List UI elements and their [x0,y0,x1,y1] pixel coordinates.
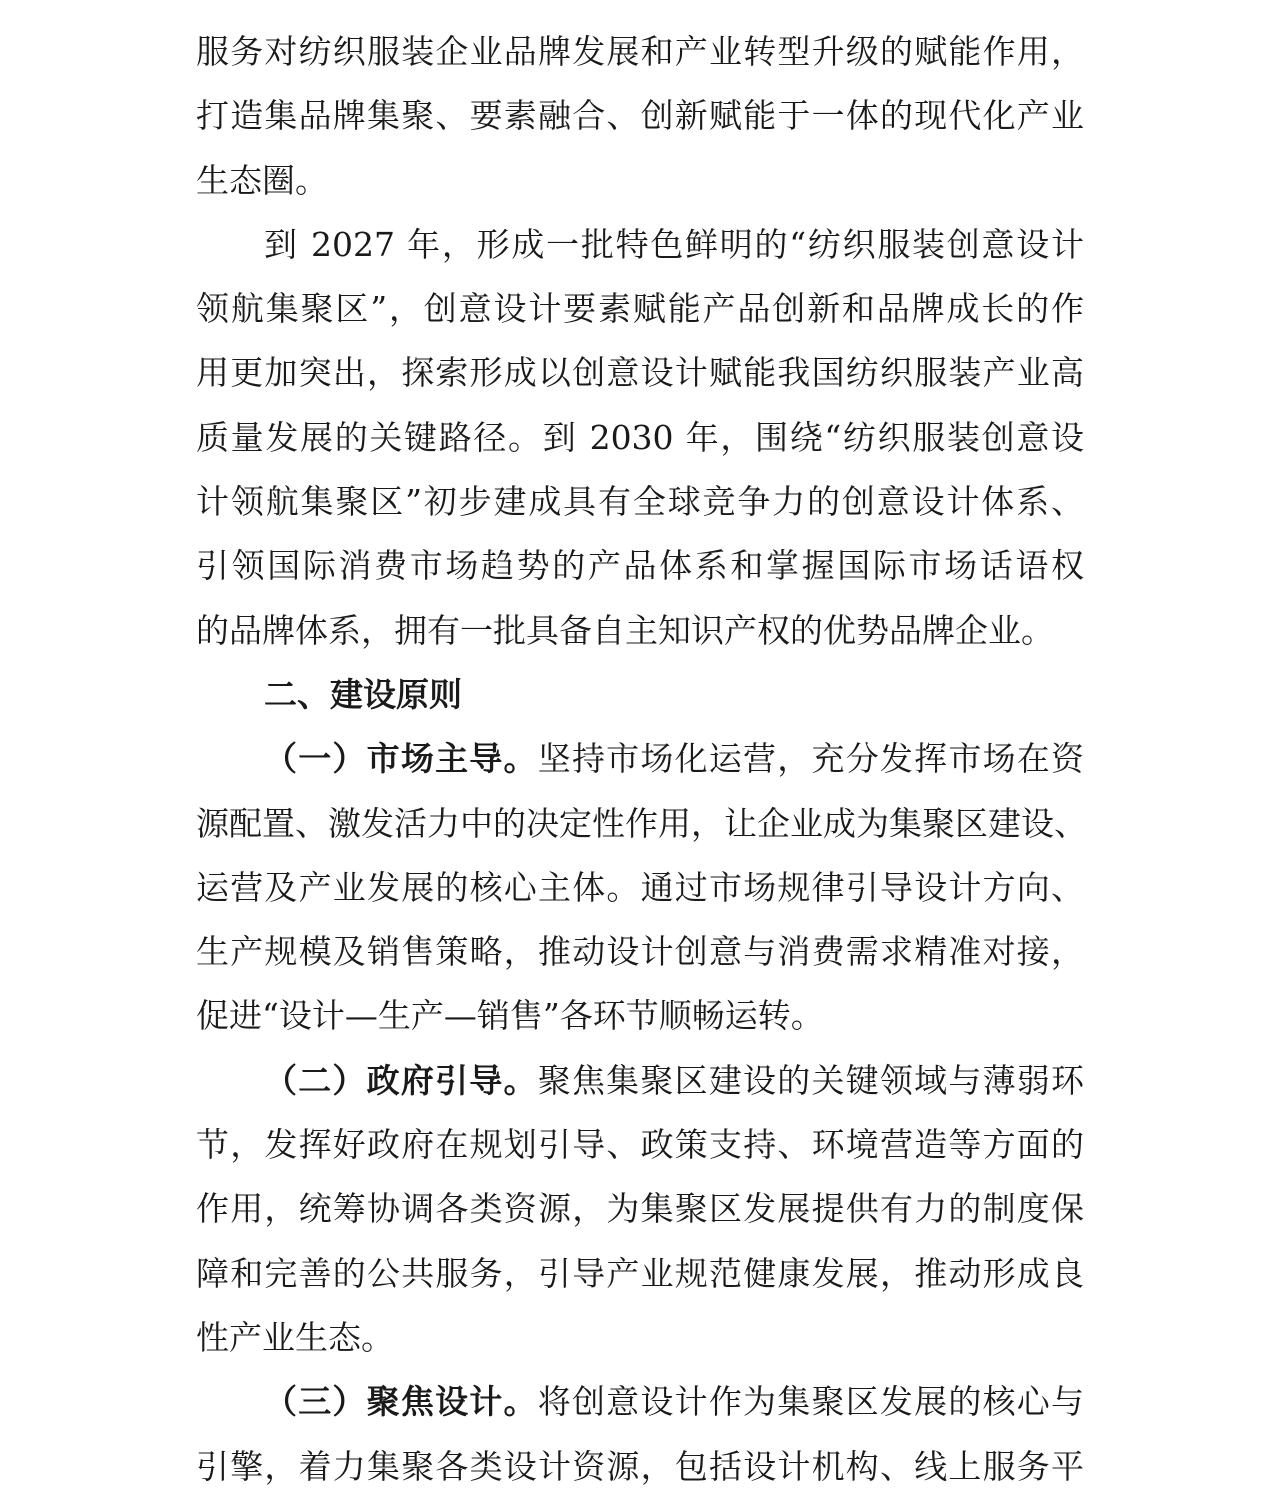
paragraph-line: 计领航集聚区”初步建成具有全球竞争力的创意设计体系、 [196,482,1084,522]
principle-lead: （一）市场主导。 [264,739,538,779]
paragraph-line: 促进“设计—生产—销售”各环节顺畅运转。 [196,996,824,1036]
paragraph-line: 生产规模及销售策略，推动设计创意与消费需求精准对接， [196,932,1084,972]
document-page [196,20,1087,1499]
paragraph-line: 用更加突出，探索形成以创意设计赋能我国纺织服装产业高 [196,353,1084,393]
paragraph-line: 到 2027 年，形成一批特色鲜明的“纺织服装创意设计 [264,224,1084,264]
principle-text: 聚焦集聚区建设的关键领域与薄弱环 [537,1060,1085,1100]
principle-first-line [196,727,1084,791]
principle-text: 坚持市场化运营，充分发挥市场在资 [537,739,1085,779]
paragraph-line: 运营及产业发展的核心主体。通过市场规律引导设计方向、 [196,867,1084,907]
paragraph-line: 节，发挥好政府在规划引导、政策支持、环境营造等方面的 [196,1125,1084,1165]
paragraph-line: 引领国际消费市场趋势的产品体系和掌握国际市场话语权 [196,546,1084,586]
paragraph-line: 作用，统筹协调各类资源，为集聚区发展提供有力的制度保 [196,1189,1084,1229]
paragraph-line: 质量发展的关键路径。到 2030 年，围绕“纺织服装创意设 [196,417,1084,457]
principle-text: 将创意设计作为集聚区发展的核心与 [537,1382,1085,1422]
paragraph-line: 障和完善的公共服务，引导产业规范健康发展，推动形成良 [196,1253,1084,1293]
paragraph-line: 引擎，着力集聚各类设计资源，包括设计机构、线上服务平 [196,1446,1084,1486]
paragraph-line: 领航集聚区”，创意设计要素赋能产品创新和品牌成长的作 [196,289,1084,329]
paragraph-line: 性产业生态。 [196,1317,394,1357]
paragraph-line: 服务对纺织服装企业品牌发展和产业转型升级的赋能作用， [196,32,1084,71]
paragraph-line: 的品牌体系，拥有一批具备自主知识产权的优势品牌企业。 [196,610,1054,650]
paragraph-line: 源配置、激发活力中的决定性作用，让企业成为集聚区建设、 [196,803,1087,843]
paragraph-line: 生态圈。 [196,160,328,200]
principle-first-line [196,1370,1084,1434]
principle-lead: （二）政府引导。 [264,1060,538,1100]
paragraph-line: 打造集品牌集聚、要素融合、创新赋能于一体的现代化产业 [196,96,1084,136]
principle-first-line [196,1049,1084,1113]
section-heading: 二、建设原则 [264,674,462,714]
principle-lead: （三）聚焦设计。 [264,1382,538,1422]
